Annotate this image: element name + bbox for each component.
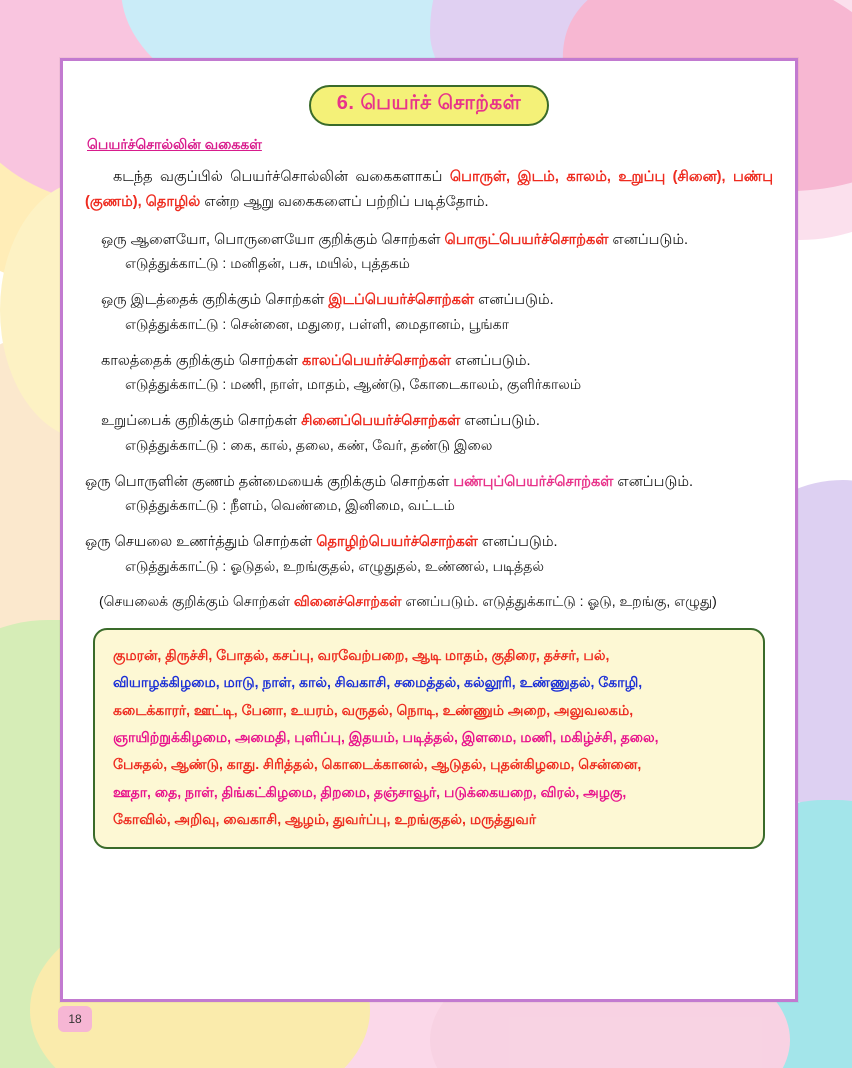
- definition-line: [85, 349, 773, 374]
- word-list-line: ஊதா, தை, நாள், திங்கட்கிழமை, திறமை, தஞ்சாவூர், படுக்கையறை, விரல், அழகு,: [113, 783, 627, 800]
- verb-note-tail: எனப்படும். எடுத்துக்காட்டு : ஓடு, உறங்கு, எழுது): [401, 593, 717, 610]
- title-banner: [85, 85, 773, 126]
- page-title: 6. பெயர்ச் சொற்கள்: [309, 85, 549, 126]
- definition-lead: ஒரு செயலை உணர்த்தும் சொற்கள்: [85, 533, 317, 550]
- definition-tail: எனப்படும்.: [474, 292, 554, 309]
- verb-note-line: [85, 590, 773, 614]
- example-line: எடுத்துக்காட்டு : ஓடுதல், உறங்குதல், எழுதுதல், உண்ணல், படித்தல்: [125, 557, 545, 574]
- definition-lead: உறுப்பைக் குறிக்கும் சொற்கள்: [101, 413, 302, 430]
- noun-section-part: [85, 409, 773, 457]
- definition-line: [85, 228, 773, 253]
- word-list-line: பேசுதல், ஆண்டு, காது. சிரித்தல், கொடைக்கானல், ஆடுதல், புதன்கிழமை, சென்னை,: [113, 756, 642, 773]
- word-list-box: [93, 628, 765, 849]
- page-number: 18: [58, 1006, 92, 1032]
- definition-lead: ஒரு பொருளின் குணம் தன்மையைக் குறிக்கும் சொற்கள்: [85, 473, 454, 490]
- definition-term: பொருட்பெயர்ச்சொற்கள்: [444, 231, 609, 248]
- definition-lead: காலத்தைக் குறிக்கும் சொற்கள்: [101, 352, 302, 369]
- definition-line: [85, 288, 773, 313]
- word-list-line: கோவில், அறிவு, வைகாசி, ஆழம், துவர்ப்பு, உறங்குதல், மருத்துவர்: [113, 810, 537, 827]
- example-line: எடுத்துக்காட்டு : மணி, நாள், மாதம், ஆண்டு, கோடைகாலம், குளிர்காலம்: [125, 376, 582, 393]
- definition-line: [85, 470, 773, 495]
- example-line: எடுத்துக்காட்டு : நீளம், வெண்மை, இனிமை, வட்டம்: [125, 497, 455, 514]
- definition-term: இடப்பெயர்ச்சொற்கள்: [328, 292, 475, 309]
- definition-term: தொழிற்பெயர்ச்சொற்கள்: [316, 533, 478, 550]
- noun-section-object: [85, 228, 773, 276]
- word-list-line: வியாழக்கிழமை, மாடு, நாள், கால், சிவகாசி, சமைத்தல், கல்லூரி, உண்ணுதல், கோழி,: [113, 674, 643, 691]
- intro-part1: கடந்த வகுப்பில் பெயர்ச்சொல்லின் வகைகளாகப்: [113, 169, 450, 185]
- section-subtitle: பெயர்ச்சொல்லின் வகைகள்: [87, 136, 262, 152]
- example-line: எடுத்துக்காட்டு : சென்னை, மதுரை, பள்ளி, மைதானம், பூங்கா: [125, 315, 509, 332]
- definition-line: [85, 530, 773, 555]
- definition-tail: எனப்படும்.: [450, 352, 531, 369]
- definition-lead: ஒரு இடத்தைக் குறிக்கும் சொற்கள்: [101, 292, 329, 309]
- page-sheet: [60, 58, 798, 1002]
- example-line: எடுத்துக்காட்டு : கை, கால், தலை, கண், வேர், தண்டு இலை: [125, 436, 493, 453]
- definition-tail: எனப்படும்.: [608, 231, 689, 248]
- noun-section-time: [85, 349, 773, 397]
- word-list-line: கடைக்காரர், ஊட்டி, பேனா, உயரம், வருதல், நொடி, உண்ணும் அறை, அலுவலகம்,: [113, 701, 634, 718]
- intro-part2: என்ற ஆறு வகைகளைப் பற்றிப் படித்தோம்.: [200, 194, 489, 211]
- definition-tail: எனப்படும்.: [613, 473, 694, 490]
- word-list-line: ஞாயிற்றுக்கிழமை, அமைதி, புளிப்பு, இதயம், படித்தல், இளமை, மணி, மகிழ்ச்சி, தலை,: [113, 729, 659, 746]
- definition-term: சினைப்பெயர்ச்சொற்கள்: [301, 413, 461, 430]
- definition-tail: எனப்படும்.: [477, 533, 558, 550]
- intro-highlight: பொருள், இடம், காலம், உறுப்பு (சினை), பண்பு (குணம்), தொழில்: [85, 169, 773, 211]
- definition-term: பண்புப்பெயர்ச்சொற்கள்: [453, 473, 614, 490]
- definition-line: [85, 409, 773, 434]
- verb-note-lead: (செயலைக் குறிக்கும் சொற்கள்: [99, 593, 294, 610]
- noun-section-place: [85, 288, 773, 336]
- verb-note-term: வினைச்சொற்கள்: [293, 593, 402, 610]
- definition-term: காலப்பெயர்ச்சொற்கள்: [302, 352, 451, 369]
- noun-section-action: [85, 530, 773, 578]
- noun-section-quality: [85, 470, 773, 518]
- word-list-line: குமரன், திருச்சி, போதல், கசப்பு, வரவேற்பறை, ஆடி மாதம், குதிரை, தச்சர், பல்,: [113, 647, 610, 664]
- definition-lead: ஒரு ஆளையோ, பொருளையோ குறிக்கும் சொற்கள்: [101, 231, 445, 248]
- intro-paragraph: [85, 165, 773, 216]
- definition-tail: எனப்படும்.: [460, 413, 540, 430]
- example-line: எடுத்துக்காட்டு : மனிதன், பசு, மயில், புத்தகம்: [125, 255, 410, 272]
